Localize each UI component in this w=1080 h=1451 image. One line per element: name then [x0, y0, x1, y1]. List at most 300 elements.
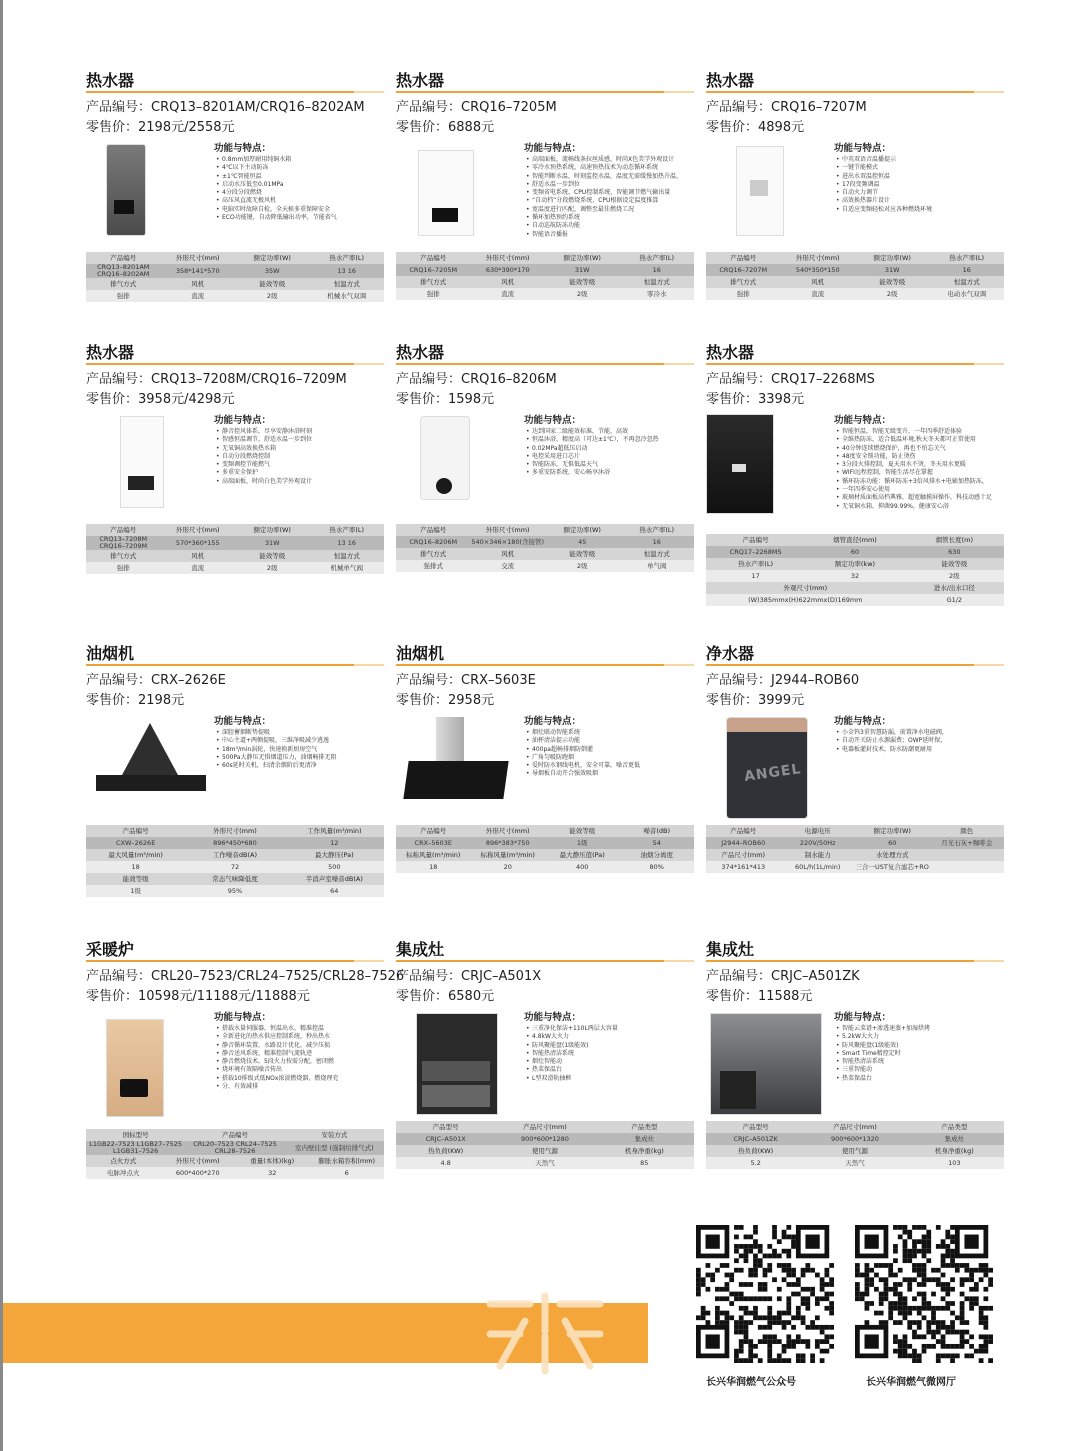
- spec-cell: 220V/50Hz: [780, 837, 854, 849]
- features-block: [820, 713, 1004, 754]
- features-list: [510, 156, 694, 239]
- features-title: 功能与特点：: [524, 143, 582, 154]
- category-title: 热水器: [86, 340, 376, 365]
- spec-row: [396, 536, 694, 548]
- spec-cell: 20: [470, 861, 544, 873]
- spec-row: [396, 252, 694, 264]
- spec-row: [396, 1157, 694, 1169]
- spec-cell: 标称风量(m³/min): [396, 849, 470, 861]
- spec-table: [396, 1121, 694, 1169]
- product-card: [396, 937, 694, 1169]
- feature-item: • 广角匀吸防跑烟: [532, 754, 694, 762]
- spec-cell: 点火方式: [86, 1155, 160, 1167]
- spec-cell: 13 16: [309, 536, 384, 550]
- spec-row: [86, 562, 384, 574]
- retail-price: 零售价：3398元: [706, 392, 805, 407]
- features-list: [200, 156, 384, 222]
- product-code: 产品编号：CRX–2626E: [86, 673, 226, 688]
- spec-cell: 最大静压值(Pa): [545, 849, 619, 861]
- spec-cell: 产品尺寸(mm): [706, 849, 780, 861]
- spec-cell: 外形尺寸(mm): [160, 524, 234, 536]
- spec-cell: 风机: [160, 278, 234, 290]
- spec-cell: 产品尺寸(mm): [805, 1121, 904, 1133]
- spec-cell: 热负荷(KW): [396, 1145, 495, 1157]
- spec-row: [706, 288, 1004, 300]
- spec-cell: 噪音(dB): [619, 825, 694, 837]
- features-title: 功能与特点：: [524, 716, 582, 727]
- features-list: [510, 1025, 694, 1083]
- feature-item: • 高压风直流无极风机: [222, 197, 384, 205]
- features-block: [820, 1009, 1004, 1083]
- spec-cell: 540×346×180(含接管): [470, 536, 544, 548]
- category-title: 集成灶: [396, 937, 686, 962]
- feature-item: • 自动开关防止水源漏费；OWP延时保，: [842, 737, 1004, 745]
- spec-cell: 三合一UST复合滤芯+RO: [855, 861, 929, 873]
- features-list: [820, 156, 1004, 214]
- spec-cell: 产品尺寸(mm): [495, 1121, 594, 1133]
- feature-item: • 深腔蓄烟断势提吸: [222, 729, 384, 737]
- spec-cell: 产品编号: [396, 524, 470, 536]
- feature-item: • 启动水压低至0.01MPa: [222, 181, 384, 189]
- spec-cell: 强排: [86, 562, 160, 574]
- feature-item: • 零冷水预热系统，高速预热技术为动态循环系统: [532, 164, 694, 172]
- spec-row: [86, 825, 384, 837]
- spec-cell: 产品型号: [706, 1121, 805, 1133]
- spec-cell: CRX–5603E: [396, 837, 470, 849]
- spec-cell: 直流: [470, 288, 544, 300]
- product-card: [86, 68, 384, 302]
- spec-table: [396, 252, 694, 300]
- spec-row: [706, 1157, 1004, 1169]
- feature-item: • 4℃以下主动防冻: [222, 164, 384, 172]
- features-block: [200, 140, 384, 222]
- spec-table: [706, 825, 1004, 873]
- spec-cell: 交流: [470, 560, 544, 572]
- product-image: [706, 713, 826, 821]
- feature-item: • 智能恒温，智能无级变升，一年四季舒适体验: [842, 428, 1004, 436]
- spec-cell: 使用气源: [495, 1145, 594, 1157]
- spec-row: [86, 873, 384, 885]
- spec-cell: 产品编号: [86, 252, 160, 264]
- feature-item: • 防风聚能盘(1级能效): [842, 1042, 1004, 1050]
- feature-item: • 达到国家二级能效标准，节能，高效: [532, 428, 694, 436]
- spec-row: [86, 278, 384, 290]
- spec-cell: 896*383*750: [470, 837, 544, 849]
- product-code: 产品编号：CRQ16–7207M: [706, 100, 867, 115]
- spec-cell: 外形尺寸(mm): [160, 252, 234, 264]
- spec-cell: CXW–2626E: [86, 837, 185, 849]
- spec-cell: 产品编号: [396, 252, 470, 264]
- product-card: [396, 340, 694, 572]
- spec-cell: 机身净重(kg): [595, 1145, 694, 1157]
- spec-row: [86, 1155, 384, 1167]
- features-title: 功能与特点：: [214, 415, 272, 426]
- spec-cell: 16: [619, 264, 694, 276]
- category-title: 热水器: [86, 68, 376, 93]
- spec-cell: 2级: [545, 288, 619, 300]
- spec-table: [86, 524, 384, 574]
- spec-row: [86, 1167, 384, 1179]
- spec-cell: 热水产率(L): [929, 252, 1004, 264]
- features-block: [510, 1009, 694, 1083]
- feature-item: • 高效换热器片设计: [842, 197, 1004, 205]
- qr-label: 长兴华润燃气公众号: [706, 1377, 796, 1388]
- product-card: [86, 340, 384, 574]
- spec-cell: 2级: [235, 290, 309, 302]
- feature-item: • 多重安全保护: [222, 469, 384, 477]
- spec-cell: 能效等级: [86, 873, 185, 885]
- spec-cell: 热水产率(L): [619, 252, 694, 264]
- spec-cell: 最大静压(Pa): [285, 849, 384, 861]
- feature-item: • 搭载10排级式低NOx浓淡燃烧器，燃烧理充: [222, 1075, 384, 1083]
- spec-cell: 85: [595, 1157, 694, 1169]
- product-image: [86, 140, 206, 248]
- feature-item: • 电脑实时故障自检，全天候多重保障安全: [222, 206, 384, 214]
- features-block: [820, 140, 1004, 214]
- feature-item: • 进出水双温控恒温: [842, 173, 1004, 181]
- spec-row: [706, 825, 1004, 837]
- feature-item: • WIFI远程控制，智能生活尽在掌握: [842, 469, 1004, 477]
- spec-cell: 能效等级: [235, 278, 309, 290]
- spec-cell: 外形尺寸(mm): [185, 825, 284, 837]
- features-title: 功能与特点：: [524, 415, 582, 426]
- spec-row: [86, 536, 384, 550]
- spec-cell: (W)385mmx(H)622mmx(D)169mm: [706, 594, 905, 606]
- spec-row: [706, 264, 1004, 276]
- features-title: 功能与特点：: [834, 1012, 892, 1023]
- features-title: 功能与特点：: [834, 143, 892, 154]
- spec-cell: 热水产率(L): [309, 252, 384, 264]
- feature-item: • 防风聚能盘(1级能效): [532, 1042, 694, 1050]
- spec-row: [86, 837, 384, 849]
- feature-item: • 智感恒温调节，舒适水温一步到位: [222, 436, 384, 444]
- category-title: 热水器: [706, 68, 996, 93]
- feature-item: • 自动巡航防冻功能: [532, 222, 694, 230]
- feature-item: • 变频调控节能燃气: [222, 461, 384, 469]
- spec-cell: 1级: [86, 885, 185, 897]
- spec-cell: 产品编号: [86, 524, 160, 536]
- spec-cell: 能效等级: [905, 558, 1004, 570]
- spec-cell: 强排: [706, 288, 780, 300]
- product-code: 产品编号：CRQ17–2268MS: [706, 372, 875, 387]
- spec-cell: 热水产率(L): [619, 524, 694, 536]
- spec-cell: CRJC–A501X: [396, 1133, 495, 1145]
- product-card: [86, 641, 384, 897]
- spec-cell: 32: [235, 1167, 309, 1179]
- spec-cell: 54: [619, 837, 694, 849]
- spec-cell: 机械单气阀: [309, 562, 384, 574]
- feature-item: • 热菜保温台: [532, 1066, 694, 1074]
- spec-cell: 2级: [545, 560, 619, 572]
- brand-logo-icon: [470, 1286, 620, 1376]
- features-list: [200, 729, 384, 770]
- spec-row: [706, 276, 1004, 288]
- product-card: [706, 68, 1004, 300]
- spec-table: [86, 825, 384, 897]
- product-image: [706, 412, 826, 520]
- product-card: [86, 937, 405, 1179]
- spec-cell: 产品类型: [595, 1121, 694, 1133]
- spec-cell: 强排: [396, 288, 470, 300]
- spec-cell: 570*360*155: [160, 536, 234, 550]
- spec-cell: 工作风量(m³/min): [285, 825, 384, 837]
- feature-item: • 48度安全锁功能，防止烫伤: [842, 453, 1004, 461]
- spec-cell: 排气方式: [86, 278, 160, 290]
- spec-row: [396, 1121, 694, 1133]
- feature-item: • 宽温度进行匹配，调整至最佳燃烧工况: [532, 206, 694, 214]
- spec-row: [86, 264, 384, 278]
- feature-item: • 静音控风体系，尽享安静沐浴时刻: [222, 428, 384, 436]
- feature-item: • 自动火力调节: [842, 189, 1004, 197]
- spec-cell: CRQ13–8201AM CRQ16–8202AM: [86, 264, 160, 278]
- spec-cell: 4.8: [396, 1157, 495, 1169]
- spec-cell: 17: [706, 570, 805, 582]
- product-image: [706, 140, 826, 248]
- spec-cell: 单气阀: [619, 560, 694, 572]
- spec-cell: 能效等级: [235, 550, 309, 562]
- spec-cell: G1/2: [905, 594, 1004, 606]
- spec-cell: 恒温方式: [929, 276, 1004, 288]
- features-block: [510, 412, 694, 478]
- retail-price: 零售价：11588元: [706, 989, 813, 1004]
- spec-row: [706, 570, 1004, 582]
- retail-price: 零售价：4898元: [706, 120, 805, 135]
- qr-code-icon: [855, 1225, 993, 1363]
- spec-cell: 358*141*570: [160, 264, 234, 278]
- product-card: [396, 641, 694, 873]
- feature-item: • 高端面板，流畅线条拉丝质感，时尚X色美学外观设计: [532, 156, 694, 164]
- feature-item: • 舒适水温一步到位: [532, 181, 694, 189]
- product-card: [396, 68, 694, 300]
- spec-cell: 31W: [545, 264, 619, 276]
- spec-row: [706, 849, 1004, 861]
- spec-cell: 外形尺寸(mm): [470, 825, 544, 837]
- spec-cell: 产品编号: [185, 1129, 284, 1141]
- product-image: [706, 1009, 826, 1117]
- feature-item: • 电控采用进口芯片: [532, 453, 694, 461]
- spec-cell: 60: [855, 837, 929, 849]
- product-image: [396, 412, 516, 520]
- feature-item: • 3分段火排控制，夏天用水不烫，冬天用水更暖: [842, 461, 1004, 469]
- features-block: [200, 713, 384, 770]
- spec-cell: 能效等级: [855, 276, 929, 288]
- spec-cell: 进水/出水口径: [905, 582, 1004, 594]
- spec-cell: CRQ16–7207M: [706, 264, 780, 276]
- spec-row: [396, 861, 694, 873]
- feature-item: • 分，有效减排: [222, 1083, 384, 1091]
- spec-cell: 产品编号: [396, 825, 470, 837]
- features-title: 功能与特点：: [214, 716, 272, 727]
- features-title: 功能与特点：: [524, 1012, 582, 1023]
- spec-cell: 月光石灰+咖啡金: [929, 837, 1004, 849]
- spec-row: [86, 252, 384, 264]
- spec-cell: 额定功率(W): [235, 524, 309, 536]
- features-list: [820, 729, 1004, 754]
- spec-cell: 产品类型: [905, 1121, 1004, 1133]
- product-image: [86, 412, 206, 520]
- spec-cell: 16: [929, 264, 1004, 276]
- spec-cell: 电源电压: [780, 825, 854, 837]
- feature-item: • 电器板灌封技术，防水防潮更耐用: [842, 746, 1004, 754]
- spec-cell: 排气方式: [86, 550, 160, 562]
- product-card: [706, 937, 1004, 1169]
- retail-price: 零售价：2198元: [86, 693, 185, 708]
- spec-cell: 额定功率(W): [235, 252, 309, 264]
- qr-code-icon: [696, 1225, 834, 1363]
- spec-row: [86, 885, 384, 897]
- spec-cell: 64: [285, 885, 384, 897]
- category-title: 油烟机: [86, 641, 376, 666]
- feature-item: • 一键节能模式: [842, 164, 1004, 172]
- spec-cell: 恒温方式: [619, 276, 694, 288]
- feature-item: • 静音燃烧技术，5段火力按需分配，密闭燃: [222, 1058, 384, 1066]
- feature-item: • 0.02MPa超低压启动: [532, 445, 694, 453]
- spec-cell: 外形尺寸(mm): [470, 524, 544, 536]
- feature-item: • 高端面板，时尚白色美学外观设计: [222, 478, 384, 486]
- spec-cell: 水处理方式: [855, 849, 929, 861]
- spec-cell: 2级: [235, 562, 309, 574]
- spec-row: [706, 1133, 1004, 1145]
- features-list: [510, 428, 694, 478]
- product-code: 产品编号：CRQ16–7205M: [396, 100, 557, 115]
- category-title: 采暖炉: [86, 937, 376, 962]
- spec-cell: 额定功率(W): [545, 524, 619, 536]
- spec-cell: 常态气味降低度: [185, 873, 284, 885]
- features-list: [200, 1025, 384, 1091]
- spec-cell: 900*600*1280: [495, 1133, 594, 1145]
- spec-table: [86, 252, 384, 302]
- spec-row: [86, 550, 384, 562]
- feature-item: • 17段变频调温: [842, 181, 1004, 189]
- feature-item: • 循环加热预约系统: [532, 214, 694, 222]
- spec-cell: 室内壁挂型 (强制给排气式): [285, 1141, 384, 1155]
- feature-item: • Smart Time精控定时: [842, 1050, 1004, 1058]
- spec-cell: 安装方式: [285, 1129, 384, 1141]
- spec-row: [86, 290, 384, 302]
- spec-cell: 900*600*1320: [805, 1133, 904, 1145]
- category-title: 集成灶: [706, 937, 996, 962]
- spec-cell: 半消声室噪音dB(A): [285, 873, 384, 885]
- spec-cell: 1级: [545, 837, 619, 849]
- features-list: [820, 1025, 1004, 1083]
- feature-item: • 智能云菜谱+渗透速蒸+加湿烘烤: [842, 1025, 1004, 1033]
- spec-cell: 直流: [160, 562, 234, 574]
- retail-price: 零售价：2198元/2558元: [86, 120, 235, 135]
- spec-cell: 外形尺寸(mm): [780, 252, 854, 264]
- spec-cell: 标称风量(m³/min): [470, 849, 544, 861]
- spec-cell: 72: [185, 861, 284, 873]
- spec-row: [396, 849, 694, 861]
- feature-item: • 小金钨3重智慧防漏，前置净水电磁阀，: [842, 729, 1004, 737]
- spec-cell: 95%: [185, 885, 284, 897]
- spec-cell: CRJC–A501ZK: [706, 1133, 805, 1145]
- features-block: [200, 412, 384, 486]
- spec-row: [706, 594, 1004, 606]
- spec-row: [86, 861, 384, 873]
- spec-cell: 500: [285, 861, 384, 873]
- spec-table: [86, 1129, 384, 1179]
- product-code: 产品编号：J2944–ROB60: [706, 673, 860, 688]
- spec-cell: 产品编号: [706, 252, 780, 264]
- spec-cell: 外形尺寸(mm): [470, 252, 544, 264]
- features-block: [510, 140, 694, 239]
- features-list: [200, 428, 384, 486]
- spec-cell: 能效等级: [545, 548, 619, 560]
- product-card: [706, 340, 1004, 606]
- spec-cell: CRL20–7523 CRL24–7525 CRL28–7526: [185, 1141, 284, 1155]
- product-code: 产品编号：CRQ16–8206M: [396, 372, 557, 387]
- spec-cell: 31W: [235, 536, 309, 550]
- features-title: 功能与特点：: [834, 415, 892, 426]
- feature-item: • 一年四季安心使用: [842, 486, 1004, 494]
- feature-item: • 玻璃材质面板高档典雅，超宽触摸屏操作，科技动感十足: [842, 494, 1004, 502]
- spec-cell: 最大风量(m³/min): [86, 849, 185, 861]
- feature-item: • 4分段分段燃烧: [222, 189, 384, 197]
- spec-cell: [929, 861, 1004, 873]
- spec-cell: 直流: [160, 290, 234, 302]
- feature-item: • 烧环境有效隔噪音传出: [222, 1066, 384, 1074]
- spec-cell: 60: [805, 546, 904, 558]
- spec-row: [86, 1129, 384, 1141]
- spec-cell: 直流: [780, 288, 854, 300]
- spec-table: [396, 524, 694, 572]
- spec-cell: 35W: [235, 264, 309, 278]
- spec-row: [706, 558, 1004, 570]
- feature-item: • 18m³/min涡轮，快速换新厨房空气: [222, 746, 384, 754]
- spec-cell: 2级: [905, 570, 1004, 582]
- category-title: 净水器: [706, 641, 996, 666]
- features-title: 功能与特点：: [214, 1012, 272, 1023]
- spec-cell: L1GB22–7523 L1GB27–7525 L1GB31–7526: [86, 1141, 185, 1155]
- spec-cell: 强排: [86, 290, 160, 302]
- spec-cell: 103: [905, 1157, 1004, 1169]
- spec-cell: 风机: [470, 276, 544, 288]
- spec-row: [396, 1133, 694, 1145]
- spec-cell: CRQ17–2268MS: [706, 546, 805, 558]
- spec-cell: 国标型号: [86, 1129, 185, 1141]
- feature-item: • 中心主道+两侧提吸，三维净吸减少逃逸: [222, 737, 384, 745]
- retail-price: 零售价：2958元: [396, 693, 495, 708]
- spec-cell: 风机: [470, 548, 544, 560]
- spec-cell: 5.2: [706, 1157, 805, 1169]
- spec-cell: 使用气源: [805, 1145, 904, 1157]
- feature-item: • 智能热清洁系统: [842, 1058, 1004, 1066]
- spec-row: [706, 1121, 1004, 1133]
- spec-cell: 天然气: [805, 1157, 904, 1169]
- feature-item: • 自动分段燃烧控制: [222, 453, 384, 461]
- spec-cell: 产品型号: [396, 1121, 495, 1133]
- spec-row: [396, 288, 694, 300]
- spec-row: [706, 837, 1004, 849]
- features-list: [510, 729, 694, 779]
- feature-item: • 全维热防冻，适合低温环境,秋天冬天都可正常使用: [842, 436, 1004, 444]
- spec-cell: 恒温方式: [309, 278, 384, 290]
- spec-cell: 630*390*170: [470, 264, 544, 276]
- spec-cell: 热水产率(L): [309, 524, 384, 536]
- feature-item: • 爱时防水钢线电机，安全可靠，噪音更低: [532, 762, 694, 770]
- spec-cell: CRQ16–7205M: [396, 264, 470, 276]
- spec-cell: 排气方式: [706, 276, 780, 288]
- spec-cell: 产品编号: [86, 825, 185, 837]
- spec-cell: 电脉冲点火: [86, 1167, 160, 1179]
- spec-row: [706, 582, 1004, 594]
- features-list: [820, 428, 1004, 511]
- spec-cell: 机械水气双调: [309, 290, 384, 302]
- spec-cell: 400: [545, 861, 619, 873]
- product-image: [396, 1009, 516, 1117]
- spec-cell: 额定功率(W): [855, 825, 929, 837]
- spec-row: [706, 546, 1004, 558]
